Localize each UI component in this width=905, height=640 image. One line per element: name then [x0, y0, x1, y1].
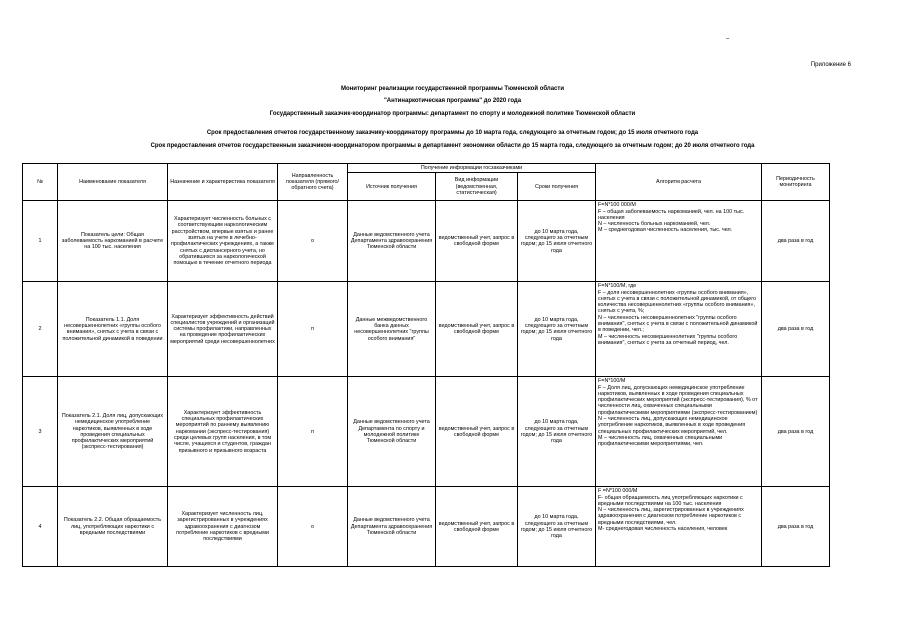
table-row — [23, 377, 830, 487]
formula-line: N – численность больных наркоманией, чел. — [598, 221, 711, 228]
indicator-direction: о — [278, 487, 348, 567]
formula-line: N – численность несовершеннолетних "группы особого внимания", снятых с учета в связи с положительной динамикой в поведении, чел.; — [598, 314, 758, 334]
program-name: "Антинаркотическая программа" до 2020 года — [383, 98, 522, 104]
info-source: Данные ведомственного учета Департамента здравоохранения Тюменской области — [348, 487, 436, 567]
monitoring-periodicity: два раза в год — [762, 377, 830, 487]
info-deadline: до 10 марта года, следующего за отчетным годом; до 15 июля отчетного года — [518, 201, 596, 282]
indicator-name: Показатель цели: Общая заболеваемость наркоманией в расчете на 100 тыс. населения — [58, 201, 168, 282]
col-header-periodicity: Периодичность мониторинга — [762, 164, 830, 201]
col-header-deadline: Сроки получения — [518, 173, 596, 201]
indicator-name: Показатель 1.1. Доля несовершеннолетних «группы особого внимания», снятых с учета в связи с положительной динамикой в поведении — [58, 282, 168, 377]
row-num: 2 — [23, 282, 58, 377]
info-source: Данные межведомственного банка данных несовершеннолетних "группы особого внимания" — [348, 282, 436, 377]
formula-line: F – Доля лиц, допускающих немедицинское употребление наркотиков, выявленных в ходе проведения специальных профилактических мероприятий (экспресс-тестирования), % от численности лиц, охваченных специальными профилактическими мероприятиями (экспресс-тестированием) — [598, 384, 758, 416]
formula-line: F- общая обращаемость лиц употребляющих наркотики с вредными последствиями на 100 тыс. населения — [598, 494, 743, 507]
info-source: Данные ведомственного учета Департамента по спорту и молодежной политике Тюменской области — [348, 377, 436, 487]
indicator-name: Показатель 2.1. Доля лиц, допускающих немедицинское употребление наркотиков, выявленных в ходе проведения специальных профилактических мероприятий (экспресс-тестирования) — [58, 377, 168, 487]
formula-line: F=N*100/M — [598, 378, 626, 385]
calculation-algorithm — [596, 201, 762, 282]
row-num: 4 — [23, 487, 58, 567]
monitoring-periodicity: два раза в год — [762, 487, 830, 567]
monitoring-table — [22, 163, 830, 567]
indicator-direction: о — [278, 201, 348, 282]
info-type: ведомственный учет, запрос в свободной форме — [436, 377, 518, 487]
col-header-algorithm: Алгоритм расчета — [596, 164, 762, 201]
deadline-line-1: Срок предоставления отчетов государственному заказчику-координатору программы до 10 марта года, следующего за отчетным годом; до 15 июля отчетного года — [206, 130, 699, 136]
info-type: ведомственный учет, запрос в свободной форме — [436, 201, 518, 282]
col-header-info-group: Получение информации госзаказчиками — [348, 164, 596, 173]
indicator-name: Показатель 2.2. Общая обращаемость лиц, употребляющих наркотики с вредными последствиями — [58, 487, 168, 567]
monitoring-periodicity: два раза в год — [762, 201, 830, 282]
formula-line: M – численность лиц, охваченных специальными профилактическими мероприятиями, чел. — [598, 434, 723, 448]
calculation-algorithm — [596, 282, 762, 377]
formula-line: F=N*100 000/M — [598, 202, 636, 209]
info-deadline: до 10 марта года, следующего за отчетным годом; до 15 июля отчетного года — [518, 377, 596, 487]
formula-line: F=N*100/M, где — [598, 283, 637, 290]
col-header-purpose: Назначение и характеристика показателя — [168, 164, 278, 201]
table-row — [23, 282, 830, 377]
info-deadline: до 10 марта года, следующего за отчетным годом; до 15 июля отчетного года — [518, 282, 596, 377]
col-header-num: № — [23, 164, 58, 201]
table-row — [23, 487, 830, 567]
info-source: Данные ведомственного учета Департамента здравоохранения Тюменской области — [348, 201, 436, 282]
indicator-direction: п — [278, 377, 348, 487]
row-num: 3 — [23, 377, 58, 487]
formula-line: M- среднегодовая численность населения, человек — [598, 526, 728, 533]
deadline-line-2: Срок предоставления отчетов государственным заказчиком-координатором программы в департамент экономики области до 15 марта года, следующего за отчетным годом; до 20 июля отчетного года — [150, 143, 755, 149]
formula-line: F – доля несовершеннолетних «группы особого внимания», снятых с учета в связи с положительной динамикой, от общего количества несовершеннолетних «группы особого внимания», снятых с учета, %; — [598, 289, 757, 315]
coordinator-line: Государственный заказчик-координатор программы: департамент по спорту и молодежной политике Тюменской области — [269, 111, 636, 117]
top-mark: – — [726, 36, 730, 42]
info-deadline: до 10 марта года, следующего за отчетным годом; до 15 июля отчетного года — [518, 487, 596, 567]
formula-line: F =N*100 000/M — [598, 488, 638, 495]
indicator-direction: п — [278, 282, 348, 377]
formula-line: N – численность лиц, зарегистрированных в учреждениях здравоохранения с диагнозом потребление наркотиков с вредными последствиями, чел. — [598, 507, 744, 526]
indicator-purpose: Характеризует численность больных с соответствующим наркологическим расстройством, впервые взятых и ранее взятых на учете в лечебно-профилактических учреждениях, а также снятых с диспансерного учета, но обратившихся за наркологической помощью в течение отчетного периода — [168, 201, 278, 282]
formula-line: N – численность лиц, допускающих немедицинское употребление наркотиков, выявленных в ходе проведения специальных профилактических мероприятий, чел. — [598, 416, 746, 435]
calculation-algorithm — [596, 377, 762, 487]
appendix-label: Приложение 6 — [810, 62, 851, 68]
col-header-source: Источник получения — [348, 173, 436, 201]
info-type: ведомственный учет, запрос в свободной форме — [436, 282, 518, 377]
col-header-name: Наименование показателя — [58, 164, 168, 201]
indicator-purpose: Характеризует эффективность специальных профилактических мероприятий по раннему выявлению наркомании (экспресс-тестирования) среди целевых групп населения, в том числе, учащихся и студентов, граждан призывного и призывного возраста — [168, 377, 278, 487]
formula-line: M – численность несовершеннолетних "группы особого внимания", снятых с учета за отчетный период, чел. — [598, 333, 738, 346]
calculation-algorithm — [596, 487, 762, 567]
indicator-purpose: Характеризует численность лиц, зарегистрированных в учреждениях здравоохранения с диагнозом потребление наркотиков с вредными последствиями — [168, 487, 278, 567]
document-title: Мониторинг реализации государственной программы Тюменской области — [340, 86, 565, 92]
col-header-direction: Направленность показателя (прямого/обратного счета) — [278, 164, 348, 201]
info-type: ведомственный учет, запрос в свободной форме — [436, 487, 518, 567]
indicator-purpose: Характеризует эффективность действий специалистов учреждений и организаций системы профилактики, направленных на проведение профилактических мероприятий среди несовершеннолетних — [168, 282, 278, 377]
formula-line: F – общая заболеваемость наркоманией, чел. на 100 тыс. населения — [598, 208, 745, 221]
monitoring-periodicity: два раза в год — [762, 282, 830, 377]
row-num: 1 — [23, 201, 58, 282]
col-header-info-type: Вид информации (ведомственная, статистическая) — [436, 173, 518, 201]
formula-line: M – среднегодовая численность населения, тыс. чел. — [598, 227, 733, 234]
table-row — [23, 201, 830, 282]
